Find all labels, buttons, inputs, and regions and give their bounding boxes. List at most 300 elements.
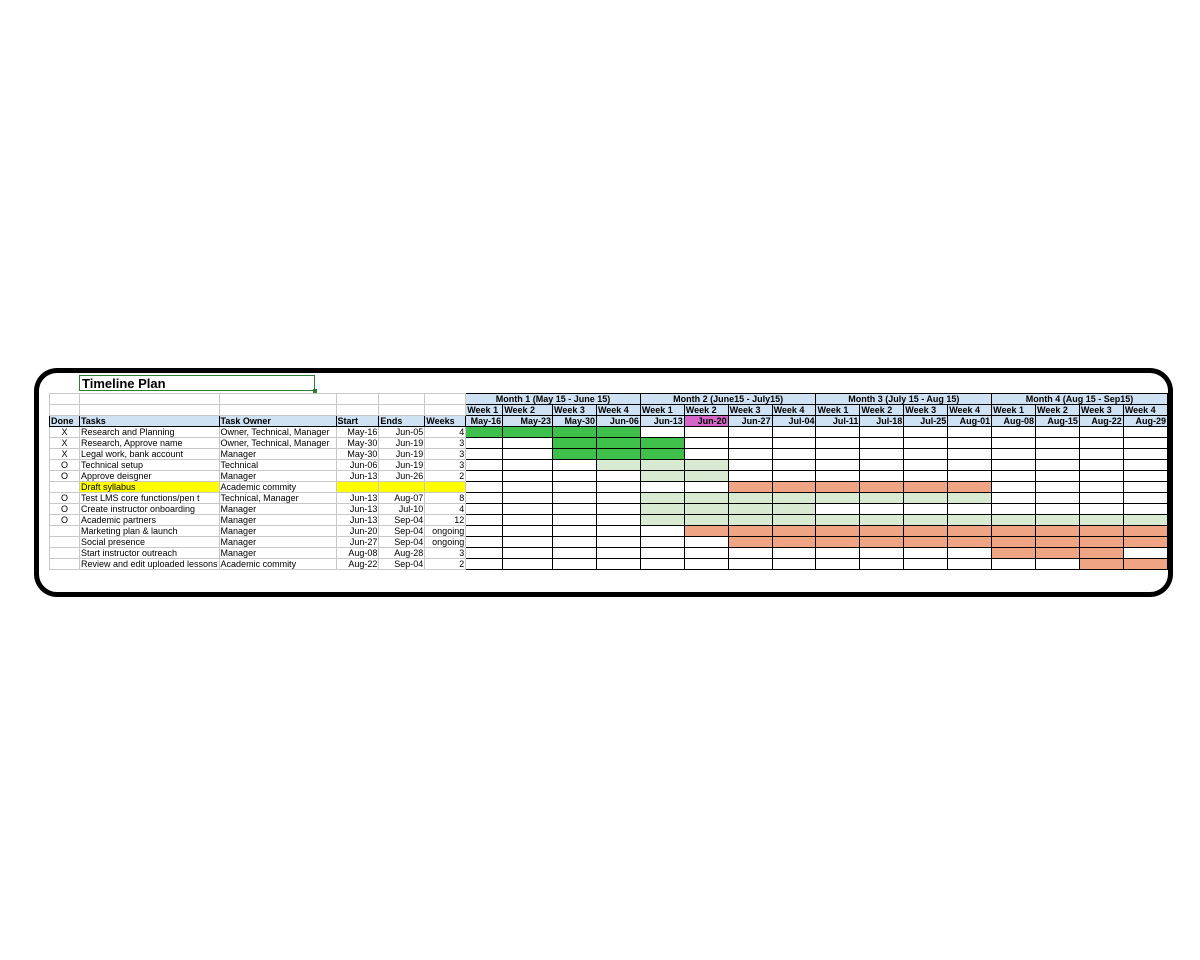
gantt-cell[interactable] (684, 504, 728, 515)
gantt-cell[interactable] (640, 559, 684, 570)
gantt-cell[interactable] (1036, 515, 1080, 526)
empty-cell[interactable] (219, 394, 336, 405)
empty-cell[interactable] (425, 405, 466, 416)
gantt-cell[interactable] (992, 438, 1036, 449)
empty-cell[interactable] (50, 394, 80, 405)
ends-cell[interactable]: Sep-04 (379, 526, 425, 537)
gantt-cell[interactable] (860, 471, 904, 482)
week-header[interactable]: Week 4 (772, 405, 816, 416)
gantt-cell[interactable] (1123, 548, 1167, 559)
gantt-cell[interactable] (1079, 493, 1123, 504)
gantt-cell[interactable] (1036, 460, 1080, 471)
gantt-cell[interactable] (1036, 526, 1080, 537)
gantt-cell[interactable] (992, 559, 1036, 570)
month-header[interactable]: Month 4 (Aug 15 - Sep15) (992, 394, 1168, 405)
title-cell[interactable]: Timeline Plan (79, 375, 315, 391)
gantt-cell[interactable] (1123, 559, 1167, 570)
date-header[interactable]: Jul-04 (772, 416, 816, 427)
gantt-cell[interactable] (816, 438, 860, 449)
gantt-cell[interactable] (728, 471, 772, 482)
gantt-cell[interactable] (728, 548, 772, 559)
start-cell[interactable]: Jun-27 (336, 537, 379, 548)
gantt-cell[interactable] (684, 493, 728, 504)
gantt-cell[interactable] (904, 548, 948, 559)
gantt-cell[interactable] (466, 493, 503, 504)
week-header[interactable]: Week 4 (948, 405, 992, 416)
empty-cell[interactable] (425, 394, 466, 405)
date-header[interactable]: Jul-25 (904, 416, 948, 427)
gantt-cell[interactable] (640, 537, 684, 548)
gantt-cell[interactable] (466, 482, 503, 493)
gantt-cell[interactable] (772, 537, 816, 548)
date-header[interactable]: Jun-20 (684, 416, 728, 427)
empty-cell[interactable] (79, 405, 219, 416)
gantt-cell[interactable] (816, 460, 860, 471)
gantt-cell[interactable] (684, 438, 728, 449)
week-header[interactable]: Week 3 (728, 405, 772, 416)
gantt-cell[interactable] (503, 548, 553, 559)
start-cell[interactable]: Jun-13 (336, 493, 379, 504)
gantt-cell[interactable] (503, 460, 553, 471)
task-cell[interactable]: Approve deisgner (79, 471, 219, 482)
gantt-cell[interactable] (466, 548, 503, 559)
weeks-cell[interactable]: 2 (425, 559, 466, 570)
weeks-cell[interactable]: ongoing (425, 526, 466, 537)
gantt-cell[interactable] (816, 559, 860, 570)
weeks-cell[interactable]: 3 (425, 438, 466, 449)
weeks-cell[interactable]: 3 (425, 449, 466, 460)
date-header[interactable]: May-16 (466, 416, 503, 427)
gantt-cell[interactable] (948, 427, 992, 438)
date-header[interactable]: May-30 (553, 416, 597, 427)
gantt-cell[interactable] (684, 471, 728, 482)
gantt-cell[interactable] (553, 526, 597, 537)
gantt-cell[interactable] (728, 460, 772, 471)
gantt-cell[interactable] (553, 482, 597, 493)
gantt-cell[interactable] (503, 537, 553, 548)
task-cell[interactable]: Technical setup (79, 460, 219, 471)
gantt-cell[interactable] (503, 438, 553, 449)
weeks-cell[interactable]: 12 (425, 515, 466, 526)
done-cell[interactable] (50, 537, 80, 548)
gantt-cell[interactable] (860, 504, 904, 515)
gantt-cell[interactable] (553, 515, 597, 526)
owner-cell[interactable]: Manager (219, 548, 336, 559)
gantt-cell[interactable] (1079, 482, 1123, 493)
ends-cell[interactable]: Jun-19 (379, 438, 425, 449)
gantt-cell[interactable] (904, 460, 948, 471)
gantt-cell[interactable] (684, 449, 728, 460)
gantt-cell[interactable] (860, 482, 904, 493)
gantt-cell[interactable] (1123, 438, 1167, 449)
gantt-cell[interactable] (816, 515, 860, 526)
gantt-cell[interactable] (553, 471, 597, 482)
gantt-cell[interactable] (904, 526, 948, 537)
gantt-cell[interactable] (860, 460, 904, 471)
ends-cell[interactable] (379, 482, 425, 493)
gantt-cell[interactable] (860, 548, 904, 559)
gantt-cell[interactable] (466, 504, 503, 515)
gantt-cell[interactable] (1123, 526, 1167, 537)
gantt-cell[interactable] (684, 427, 728, 438)
column-header-done[interactable]: Done (50, 416, 80, 427)
ends-cell[interactable]: Jun-05 (379, 427, 425, 438)
gantt-cell[interactable] (503, 559, 553, 570)
weeks-cell[interactable]: 3 (425, 460, 466, 471)
done-cell[interactable]: X (50, 438, 80, 449)
gantt-cell[interactable] (904, 427, 948, 438)
start-cell[interactable]: Aug-22 (336, 559, 379, 570)
owner-cell[interactable]: Academic commity (219, 482, 336, 493)
gantt-cell[interactable] (904, 504, 948, 515)
gantt-cell[interactable] (596, 460, 640, 471)
gantt-cell[interactable] (904, 493, 948, 504)
task-cell[interactable]: Draft syllabus (79, 482, 219, 493)
gantt-cell[interactable] (816, 449, 860, 460)
gantt-cell[interactable] (1079, 548, 1123, 559)
date-header[interactable]: Jun-06 (596, 416, 640, 427)
gantt-cell[interactable] (466, 526, 503, 537)
gantt-cell[interactable] (1079, 504, 1123, 515)
gantt-cell[interactable] (1079, 438, 1123, 449)
ends-cell[interactable]: Jun-19 (379, 460, 425, 471)
weeks-cell[interactable]: 4 (425, 504, 466, 515)
gantt-cell[interactable] (553, 537, 597, 548)
gantt-cell[interactable] (640, 526, 684, 537)
weeks-cell[interactable] (425, 482, 466, 493)
gantt-cell[interactable] (860, 427, 904, 438)
gantt-cell[interactable] (1079, 449, 1123, 460)
gantt-cell[interactable] (1036, 471, 1080, 482)
gantt-cell[interactable] (684, 537, 728, 548)
task-cell[interactable]: Marketing plan & launch (79, 526, 219, 537)
gantt-cell[interactable] (772, 482, 816, 493)
week-header[interactable]: Week 4 (1123, 405, 1167, 416)
gantt-cell[interactable] (553, 559, 597, 570)
date-header[interactable]: Jun-13 (640, 416, 684, 427)
ends-cell[interactable]: Aug-28 (379, 548, 425, 559)
empty-cell[interactable] (50, 405, 80, 416)
date-header[interactable]: Aug-22 (1079, 416, 1123, 427)
gantt-cell[interactable] (1079, 460, 1123, 471)
gantt-cell[interactable] (728, 482, 772, 493)
gantt-cell[interactable] (728, 449, 772, 460)
gantt-cell[interactable] (503, 449, 553, 460)
task-cell[interactable]: Academic partners (79, 515, 219, 526)
ends-cell[interactable]: Sep-04 (379, 559, 425, 570)
gantt-cell[interactable] (772, 449, 816, 460)
gantt-cell[interactable] (466, 471, 503, 482)
owner-cell[interactable]: Manager (219, 515, 336, 526)
done-cell[interactable]: O (50, 471, 80, 482)
gantt-cell[interactable] (1123, 449, 1167, 460)
task-cell[interactable]: Social presence (79, 537, 219, 548)
done-cell[interactable]: O (50, 460, 80, 471)
ends-cell[interactable]: Aug-07 (379, 493, 425, 504)
gantt-cell[interactable] (948, 537, 992, 548)
gantt-cell[interactable] (904, 559, 948, 570)
gantt-cell[interactable] (503, 504, 553, 515)
task-cell[interactable]: Test LMS core functions/pen t (79, 493, 219, 504)
gantt-cell[interactable] (948, 493, 992, 504)
ends-cell[interactable]: Jun-19 (379, 449, 425, 460)
gantt-cell[interactable] (772, 504, 816, 515)
gantt-cell[interactable] (1036, 482, 1080, 493)
gantt-cell[interactable] (1079, 526, 1123, 537)
gantt-cell[interactable] (728, 438, 772, 449)
gantt-cell[interactable] (948, 515, 992, 526)
owner-cell[interactable]: Manager (219, 471, 336, 482)
empty-cell[interactable] (379, 394, 425, 405)
gantt-cell[interactable] (772, 438, 816, 449)
gantt-cell[interactable] (503, 515, 553, 526)
date-header[interactable]: Jul-18 (860, 416, 904, 427)
empty-cell[interactable] (79, 394, 219, 405)
gantt-cell[interactable] (728, 427, 772, 438)
gantt-cell[interactable] (1123, 515, 1167, 526)
start-cell[interactable]: Jun-06 (336, 460, 379, 471)
ends-cell[interactable]: Sep-04 (379, 515, 425, 526)
column-header-tasks[interactable]: Tasks (79, 416, 219, 427)
gantt-cell[interactable] (728, 537, 772, 548)
gantt-cell[interactable] (596, 449, 640, 460)
gantt-cell[interactable] (684, 548, 728, 559)
gantt-cell[interactable] (596, 537, 640, 548)
gantt-cell[interactable] (948, 438, 992, 449)
empty-cell[interactable] (379, 405, 425, 416)
column-header-owner[interactable]: Task Owner (219, 416, 336, 427)
week-header[interactable]: Week 1 (640, 405, 684, 416)
gantt-cell[interactable] (684, 515, 728, 526)
weeks-cell[interactable]: ongoing (425, 537, 466, 548)
gantt-cell[interactable] (1123, 504, 1167, 515)
weeks-cell[interactable]: 3 (425, 548, 466, 559)
month-header[interactable]: Month 2 (June15 - July15) (640, 394, 816, 405)
gantt-cell[interactable] (553, 438, 597, 449)
gantt-cell[interactable] (553, 493, 597, 504)
gantt-cell[interactable] (596, 482, 640, 493)
gantt-cell[interactable] (948, 548, 992, 559)
ends-cell[interactable]: Jul-10 (379, 504, 425, 515)
gantt-cell[interactable] (948, 559, 992, 570)
gantt-cell[interactable] (1036, 559, 1080, 570)
gantt-cell[interactable] (992, 449, 1036, 460)
gantt-cell[interactable] (684, 460, 728, 471)
done-cell[interactable] (50, 482, 80, 493)
gantt-cell[interactable] (503, 493, 553, 504)
gantt-cell[interactable] (1036, 449, 1080, 460)
column-header-start[interactable]: Start (336, 416, 379, 427)
gantt-cell[interactable] (904, 449, 948, 460)
gantt-cell[interactable] (640, 427, 684, 438)
date-header[interactable]: Aug-15 (1036, 416, 1080, 427)
gantt-cell[interactable] (684, 482, 728, 493)
start-cell[interactable]: Jun-13 (336, 515, 379, 526)
gantt-cell[interactable] (992, 504, 1036, 515)
empty-cell[interactable] (219, 405, 336, 416)
ends-cell[interactable]: Sep-04 (379, 537, 425, 548)
gantt-cell[interactable] (816, 427, 860, 438)
gantt-cell[interactable] (503, 526, 553, 537)
date-header[interactable]: Aug-01 (948, 416, 992, 427)
gantt-cell[interactable] (503, 482, 553, 493)
gantt-cell[interactable] (1123, 471, 1167, 482)
gantt-cell[interactable] (860, 537, 904, 548)
gantt-cell[interactable] (1036, 427, 1080, 438)
gantt-cell[interactable] (640, 482, 684, 493)
gantt-cell[interactable] (640, 548, 684, 559)
gantt-cell[interactable] (948, 449, 992, 460)
gantt-cell[interactable] (728, 515, 772, 526)
owner-cell[interactable]: Technical (219, 460, 336, 471)
gantt-cell[interactable] (904, 515, 948, 526)
month-header[interactable]: Month 1 (May 15 - June 15) (466, 394, 641, 405)
gantt-cell[interactable] (992, 471, 1036, 482)
gantt-cell[interactable] (1079, 427, 1123, 438)
task-cell[interactable]: Start instructor outreach (79, 548, 219, 559)
gantt-cell[interactable] (1036, 438, 1080, 449)
gantt-cell[interactable] (1123, 482, 1167, 493)
done-cell[interactable]: X (50, 449, 80, 460)
gantt-cell[interactable] (860, 449, 904, 460)
week-header[interactable]: Week 3 (1079, 405, 1123, 416)
gantt-cell[interactable] (948, 504, 992, 515)
week-header[interactable]: Week 3 (904, 405, 948, 416)
gantt-cell[interactable] (1123, 427, 1167, 438)
owner-cell[interactable]: Owner, Technical, Manager (219, 438, 336, 449)
week-header[interactable]: Week 2 (1036, 405, 1080, 416)
gantt-cell[interactable] (1123, 493, 1167, 504)
done-cell[interactable] (50, 559, 80, 570)
column-header-ends[interactable]: Ends (379, 416, 425, 427)
gantt-cell[interactable] (816, 537, 860, 548)
gantt-cell[interactable] (1123, 537, 1167, 548)
owner-cell[interactable]: Owner, Technical, Manager (219, 427, 336, 438)
gantt-cell[interactable] (640, 504, 684, 515)
gantt-cell[interactable] (640, 493, 684, 504)
column-header-weeks[interactable]: Weeks (425, 416, 466, 427)
gantt-cell[interactable] (684, 526, 728, 537)
gantt-cell[interactable] (772, 548, 816, 559)
gantt-cell[interactable] (904, 471, 948, 482)
gantt-cell[interactable] (992, 526, 1036, 537)
week-header[interactable]: Week 1 (992, 405, 1036, 416)
owner-cell[interactable]: Academic commity (219, 559, 336, 570)
start-cell[interactable]: Jun-13 (336, 471, 379, 482)
gantt-cell[interactable] (992, 493, 1036, 504)
gantt-cell[interactable] (816, 482, 860, 493)
month-header[interactable]: Month 3 (July 15 - Aug 15) (816, 394, 992, 405)
gantt-cell[interactable] (1036, 537, 1080, 548)
start-cell[interactable]: Aug-08 (336, 548, 379, 559)
gantt-cell[interactable] (503, 471, 553, 482)
gantt-cell[interactable] (816, 504, 860, 515)
gantt-cell[interactable] (816, 526, 860, 537)
date-header[interactable]: Aug-08 (992, 416, 1036, 427)
weeks-cell[interactable]: 8 (425, 493, 466, 504)
done-cell[interactable]: O (50, 493, 80, 504)
gantt-cell[interactable] (992, 537, 1036, 548)
gantt-cell[interactable] (772, 471, 816, 482)
owner-cell[interactable]: Technical, Manager (219, 493, 336, 504)
gantt-cell[interactable] (596, 559, 640, 570)
gantt-cell[interactable] (553, 427, 597, 438)
gantt-cell[interactable] (1079, 471, 1123, 482)
gantt-cell[interactable] (772, 559, 816, 570)
gantt-cell[interactable] (466, 427, 503, 438)
task-cell[interactable]: Legal work, bank account (79, 449, 219, 460)
gantt-cell[interactable] (684, 559, 728, 570)
owner-cell[interactable]: Manager (219, 504, 336, 515)
gantt-cell[interactable] (772, 515, 816, 526)
gantt-cell[interactable] (992, 427, 1036, 438)
gantt-cell[interactable] (728, 493, 772, 504)
week-header[interactable]: Week 1 (816, 405, 860, 416)
week-header[interactable]: Week 4 (596, 405, 640, 416)
done-cell[interactable]: O (50, 504, 80, 515)
gantt-cell[interactable] (596, 548, 640, 559)
gantt-cell[interactable] (596, 526, 640, 537)
week-header[interactable]: Week 2 (684, 405, 728, 416)
gantt-cell[interactable] (816, 493, 860, 504)
done-cell[interactable]: O (50, 515, 80, 526)
gantt-cell[interactable] (553, 460, 597, 471)
gantt-cell[interactable] (640, 515, 684, 526)
done-cell[interactable]: X (50, 427, 80, 438)
gantt-cell[interactable] (992, 548, 1036, 559)
gantt-cell[interactable] (596, 438, 640, 449)
gantt-cell[interactable] (1079, 515, 1123, 526)
owner-cell[interactable]: Manager (219, 526, 336, 537)
gantt-cell[interactable] (466, 515, 503, 526)
gantt-cell[interactable] (860, 493, 904, 504)
gantt-cell[interactable] (596, 493, 640, 504)
gantt-cell[interactable] (816, 471, 860, 482)
gantt-cell[interactable] (553, 449, 597, 460)
gantt-cell[interactable] (596, 504, 640, 515)
gantt-cell[interactable] (640, 449, 684, 460)
week-header[interactable]: Week 2 (503, 405, 553, 416)
gantt-cell[interactable] (860, 438, 904, 449)
owner-cell[interactable]: Manager (219, 449, 336, 460)
date-header[interactable]: Jul-11 (816, 416, 860, 427)
start-cell[interactable] (336, 482, 379, 493)
gantt-cell[interactable] (640, 471, 684, 482)
gantt-cell[interactable] (1079, 537, 1123, 548)
date-header[interactable]: Aug-29 (1123, 416, 1167, 427)
gantt-cell[interactable] (1036, 548, 1080, 559)
gantt-cell[interactable] (640, 438, 684, 449)
date-header[interactable]: Jun-27 (728, 416, 772, 427)
start-cell[interactable]: Jun-20 (336, 526, 379, 537)
gantt-cell[interactable] (992, 482, 1036, 493)
empty-cell[interactable] (336, 405, 379, 416)
gantt-cell[interactable] (904, 482, 948, 493)
gantt-cell[interactable] (992, 460, 1036, 471)
empty-cell[interactable] (336, 394, 379, 405)
gantt-cell[interactable] (948, 526, 992, 537)
gantt-cell[interactable] (466, 460, 503, 471)
gantt-cell[interactable] (728, 526, 772, 537)
ends-cell[interactable]: Jun-26 (379, 471, 425, 482)
gantt-cell[interactable] (466, 449, 503, 460)
gantt-cell[interactable] (640, 460, 684, 471)
done-cell[interactable] (50, 548, 80, 559)
gantt-cell[interactable] (596, 427, 640, 438)
task-cell[interactable]: Research, Approve name (79, 438, 219, 449)
gantt-cell[interactable] (466, 559, 503, 570)
gantt-cell[interactable] (772, 493, 816, 504)
